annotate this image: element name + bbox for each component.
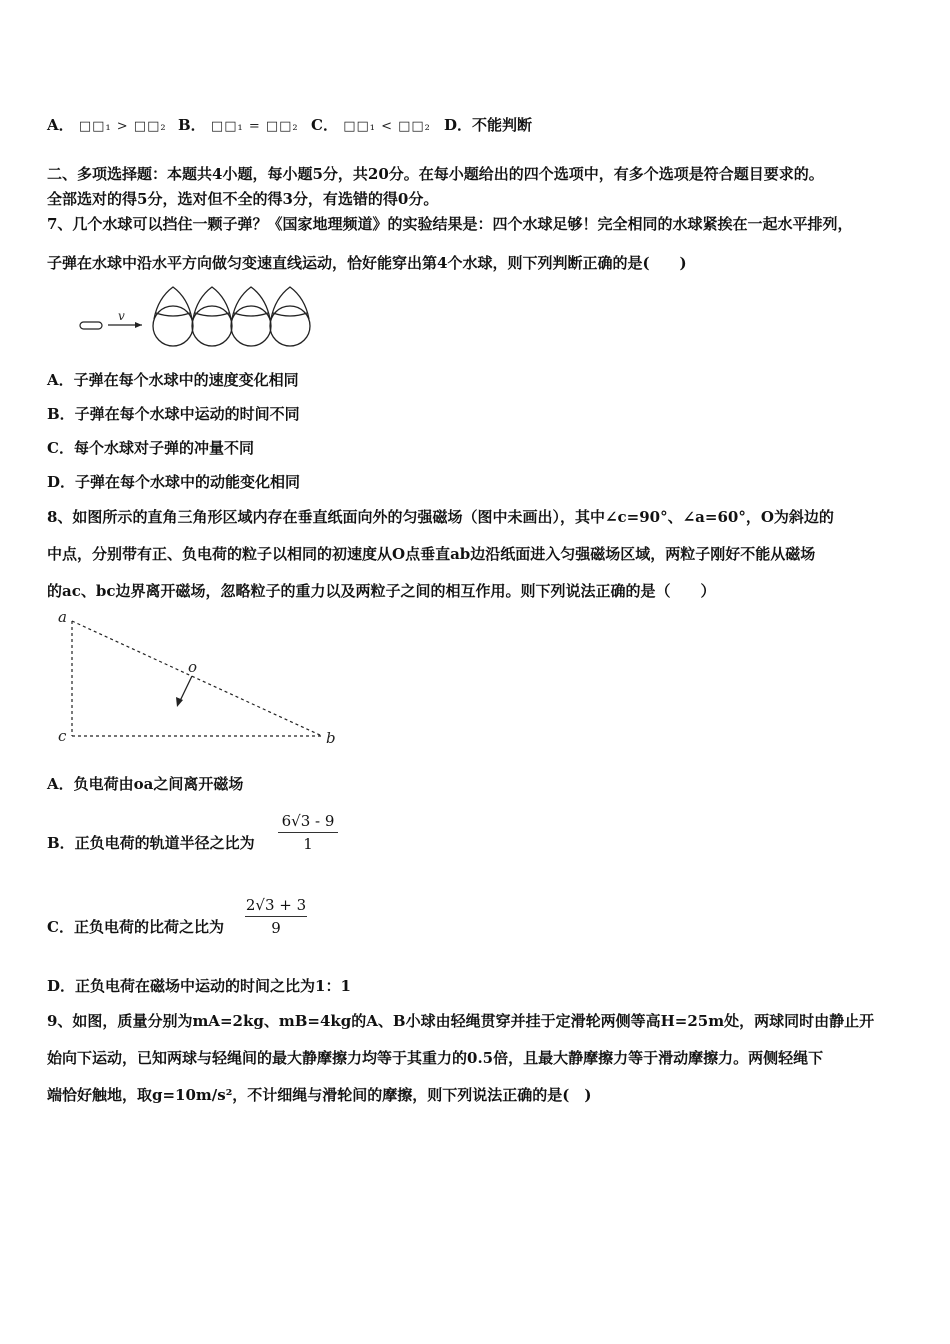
q8-option-b-denominator: 1: [303, 835, 313, 853]
q8-option-d: D．正负电荷在磁场中运动的时间之比为1：1: [47, 977, 351, 995]
q7-option-c: C．每个水球对子弹的冲量不同: [47, 439, 254, 457]
q6-option-b-formula: □□₁ = □□₂: [210, 119, 299, 134]
water-ball-3: [231, 287, 271, 346]
q8-triangle-figure: [52, 606, 352, 751]
q6-option-d: D．不能判断: [444, 116, 533, 134]
q8-option-c: C．正负电荷的比荷之比为: [47, 918, 224, 936]
entry-arrow: [179, 676, 192, 703]
q6-option-b-label: B．: [178, 116, 206, 134]
label-o: o: [188, 658, 198, 676]
bullet-shape: [80, 322, 102, 329]
label-b: b: [326, 729, 336, 747]
q8-option-b-fraction: [278, 812, 338, 853]
q8-option-b-numerator: 6√3 - 9: [281, 812, 335, 830]
label-c: c: [58, 727, 67, 745]
section2-heading-line2: 全部选对的得5分，选对但不全的得3分，有选错的得0分。: [47, 190, 439, 208]
q8-option-b: B．正负电荷的轨道半径之比为: [47, 834, 255, 852]
q8-option-c-numerator: 2√3 + 3: [245, 896, 307, 914]
q6-option-c: [311, 114, 431, 138]
q7-option-a: A．子弹在每个水球中的速度变化相同: [47, 371, 299, 389]
q8-stem-line2: 中点，分别带有正、负电荷的粒子以相同的初速度从O点垂直ab边沿纸面进入匀强磁场区域，两粒子刚好不能从磁场: [47, 545, 816, 563]
q9-stem-line3: 端恰好触地，取g=10m/s²，不计细绳与滑轮间的摩擦，则下列说法正确的是( ): [47, 1086, 592, 1104]
side-ab: [72, 621, 322, 736]
q6-option-c-label: C．: [311, 116, 338, 134]
q6-option-a-label: A．: [47, 116, 74, 134]
velocity-arrowhead: [135, 322, 142, 328]
velocity-label: v: [118, 309, 125, 323]
q6-option-b: [178, 114, 299, 138]
q9-stem-line1: 9、如图，质量分别为mA=2kg、mB=4kg的A、B小球由轻绳贯穿并挂于定滑轮两侧等高H=25m处，两球同时由静止开: [47, 1012, 875, 1030]
q6-option-a: [47, 114, 167, 138]
entry-arrowhead: [176, 697, 183, 707]
q7-stem-line2: 子弹在水球中沿水平方向做匀变速直线运动，恰好能穿出第4个水球，则下列判断正确的是( ): [47, 254, 687, 272]
q9-stem-line2: 始向下运动，已知两球与轻绳间的最大静摩擦力均等于其重力的0.5倍，且最大静摩擦力等于滑动摩擦力。两侧轻绳下: [47, 1049, 824, 1067]
q7-stem-line1: 7、几个水球可以挡住一颗子弹？《国家地理频道》的实验结果是：四个水球足够！完全相同的水球紧挨在一起水平排列，: [47, 215, 853, 233]
label-a: a: [58, 608, 67, 626]
q8-stem-line3: 的ac、bc边界离开磁场，忽略粒子的重力以及两粒子之间的相互作用。则下列说法正确的是（ ）: [47, 582, 716, 600]
water-ball-2: [192, 287, 232, 346]
q8-option-a: A．负电荷由oa之间离开磁场: [47, 775, 244, 793]
fraction-bar: [245, 916, 307, 917]
q8-option-c-denominator: 9: [271, 919, 281, 937]
q7-water-balls-figure: [70, 282, 320, 362]
q7-option-d: D．子弹在每个水球中的动能变化相同: [47, 473, 301, 491]
q6-option-a-formula: □□₁ > □□₂: [78, 119, 167, 134]
section2-heading-line1: 二、多项选择题：本题共4小题，每小题5分，共20分。在每小题给出的四个选项中，有多个选项是符合题目要求的。: [47, 165, 824, 183]
q7-option-b: B．子弹在每个水球中运动的时间不同: [47, 405, 300, 423]
q6-option-c-formula: □□₁ < □□₂: [343, 119, 431, 134]
fraction-bar: [278, 832, 338, 833]
q8-option-c-fraction: [245, 896, 307, 937]
q8-stem-line1: 8、如图所示的直角三角形区域内存在垂直纸面向外的匀强磁场（图中未画出），其中∠c=90°、∠a=60°，O为斜边的: [47, 508, 834, 526]
water-ball-4: [270, 287, 310, 346]
water-ball-1: [153, 287, 193, 346]
